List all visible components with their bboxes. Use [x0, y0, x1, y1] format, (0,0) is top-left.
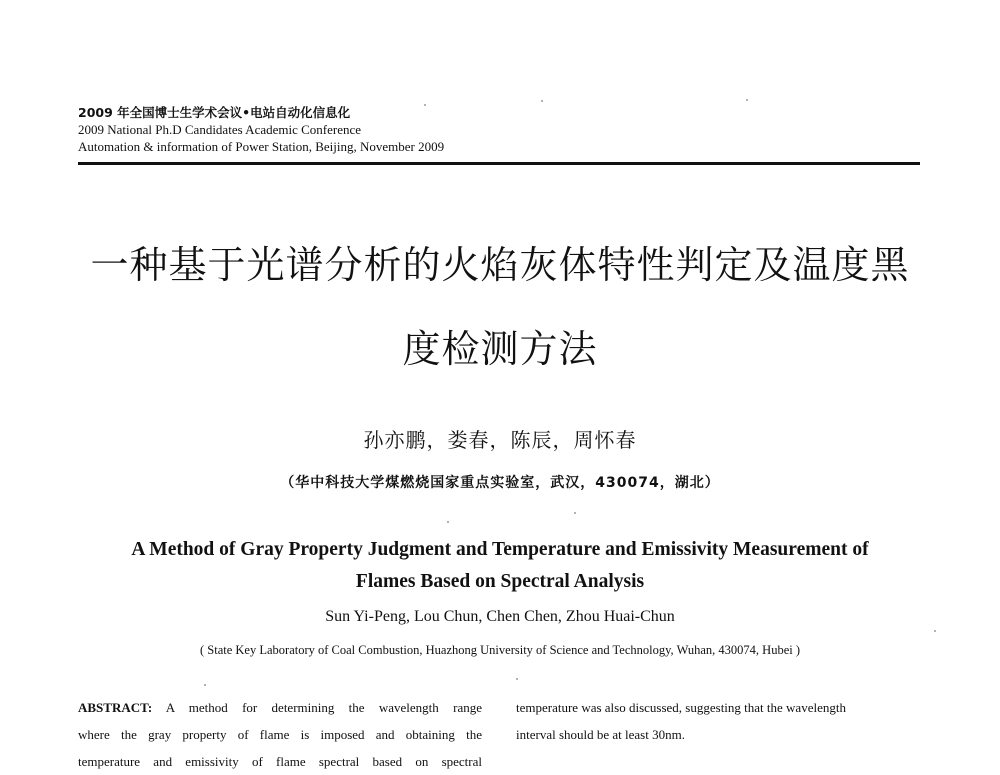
paper-title-cn-line1: 一种基于光谱分析的火焰灰体特性判定及温度黑	[90, 243, 910, 287]
affiliation-en: ( State Key Laboratory of Coal Combustion, Huazhong University of Science and Technology, Wuhan, 430074, Hubei )	[200, 643, 800, 657]
scan-speck	[541, 100, 543, 102]
paper-title-cn-line2: 度检测方法	[402, 327, 598, 371]
scan-speck	[204, 684, 206, 686]
abstract-label: ABSTRACT:	[78, 700, 153, 715]
abstract-right-column	[516, 694, 920, 748]
conference-header	[78, 104, 920, 155]
paper-title-en-line2: Flames Based on Spectral Analysis	[355, 571, 645, 592]
conference-location: Automation & information of Power Station, Beijing, November 2009	[78, 139, 445, 154]
abstract-line: temperature was also discussed, suggesting that the wavelength	[516, 700, 846, 715]
scan-speck	[574, 512, 576, 514]
abstract-line: interval should be at least 30nm.	[516, 727, 685, 742]
abstract-line-text: A method for determining the wavelength range	[152, 700, 482, 715]
scan-speck	[746, 99, 748, 101]
conference-title-cn: 2009 年全国博士生学术会议•电站自动化信息化	[78, 105, 351, 120]
paper-title-en-line1: A Method of Gray Property Judgment and Temperature and Emissivity Measurement of	[131, 539, 869, 560]
affiliation-cn: （华中科技大学煤燃烧国家重点实验室，武汉，430074，湖北）	[280, 475, 720, 491]
scan-speck	[516, 678, 518, 680]
abstract-left-column	[78, 694, 482, 775]
abstract-line	[78, 694, 482, 721]
scan-speck	[424, 104, 426, 106]
authors-en: Sun Yi-Peng, Lou Chun, Chen Chen, Zhou Huai-Chun	[325, 608, 675, 625]
abstract-line: temperature and emissivity of flame spectral based on spectral	[78, 754, 482, 769]
scan-speck	[934, 630, 936, 632]
header-rule	[78, 162, 920, 165]
scan-speck	[447, 521, 449, 523]
abstract-line: where the gray property of flame is imposed and obtaining the	[78, 727, 482, 742]
conference-title-en: 2009 National Ph.D Candidates Academic Conference	[78, 122, 362, 137]
authors-cn: 孙亦鹏，娄春，陈辰，周怀春	[363, 428, 637, 452]
